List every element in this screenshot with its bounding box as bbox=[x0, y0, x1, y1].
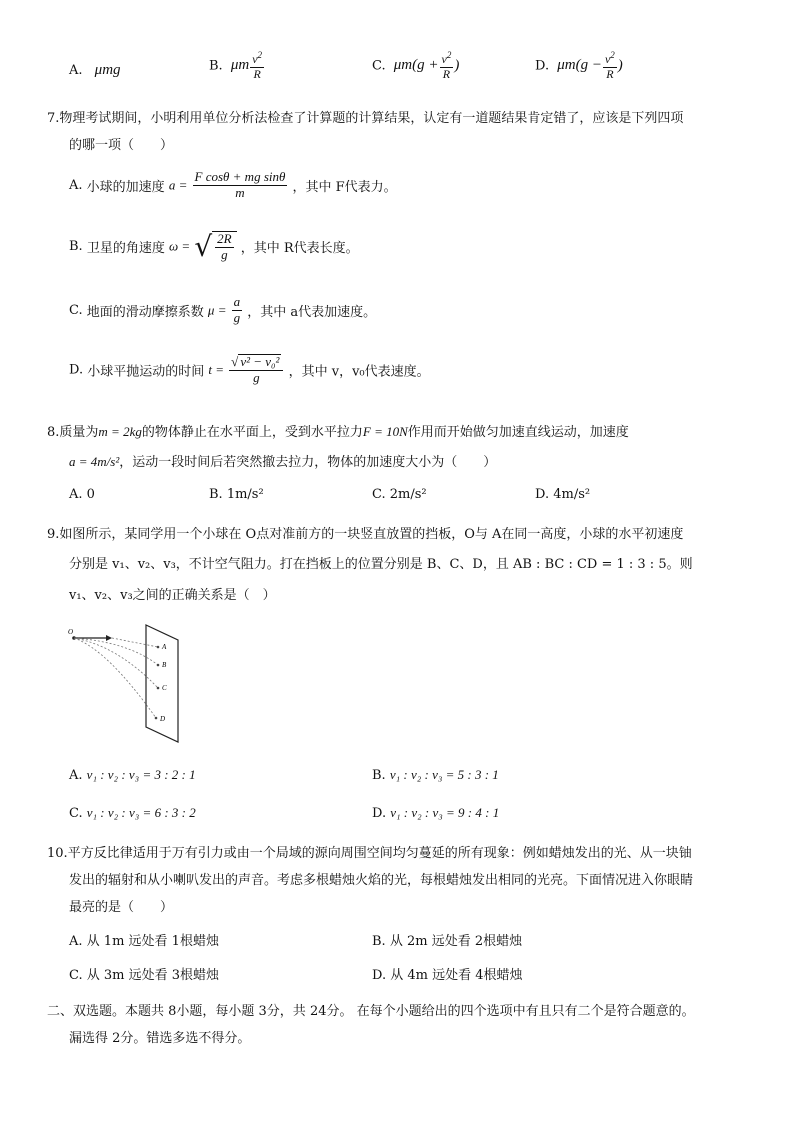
trajectory-d bbox=[74, 638, 156, 718]
q10-option-b: B. 从 2m 远处看 2根蜡烛 bbox=[372, 934, 523, 949]
label-b: B bbox=[162, 661, 167, 669]
q8-option-a: A. 0 bbox=[69, 487, 95, 502]
q6-option-d: D. μm(g − $\frac{v^2}{R}$ ) bbox=[535, 50, 623, 81]
q7-option-a: A. 小球的加速度 a = $\frac{\text{F cosθ + mg sinθ}}{m}$ ，其中 F代表力。 bbox=[69, 169, 397, 200]
q10-option-d: D. 从 4m 远处看 4根蜡烛 bbox=[372, 968, 523, 983]
q9-option-c: C. v₁ : v₂ : v₃ = 6 : 3 : 2 bbox=[69, 805, 196, 821]
label-c: C bbox=[162, 684, 167, 692]
q7-option-d: D. 小球平抛运动的时间 t = $\frac{\text{√ v² − v₀²}}{g}$ ，其中 v，v₀代表速度。 bbox=[69, 354, 430, 385]
q7-stem-line1: 7.物理考试期间，小明利用单位分析法检查了计算题的计算结果，认定有一道题结果肯定错了，应该是下列四项 bbox=[47, 111, 684, 126]
q9-line2: 分别是 v₁、v₂、v₃，不计空气阻力。打在挡板上的位置分别是 B、C、D，且 AB : BC : CD = 1 : 3 : 5。则 bbox=[69, 557, 693, 572]
q10-option-c: C. 从 3m 远处看 3根蜡烛 bbox=[69, 968, 220, 983]
q6-option-a: A. μmg bbox=[69, 62, 121, 78]
q8-option-c: C. 2m/s² bbox=[372, 487, 427, 502]
label-a: A bbox=[162, 643, 167, 651]
q8-line2: a = 4m/s²，运动一段时间后若突然撤去拉力，物体的加速度大小为（ ） bbox=[69, 454, 497, 470]
q6-option-b: B. μm $\frac{v^2}{R}$ bbox=[209, 50, 263, 81]
q9-option-d: D. v₁ : v₂ : v₃ = 9 : 4 : 1 bbox=[372, 805, 500, 821]
q10-line2: 发出的辐射和从小喇叭发出的声音。考虑多根蜡烛火焰的光，每根蜡烛发出相同的光亮。下面情况进入你眼睛 bbox=[69, 873, 694, 888]
q8-option-d: D. 4m/s² bbox=[535, 487, 591, 502]
q8-option-b: B. 1m/s² bbox=[209, 487, 264, 502]
q9-line1: 9.如图所示，某同学用一个小球在 O点对准前方的一块竖直放置的挡板，O与 A在同一高度，小球的水平初速度 bbox=[47, 527, 684, 542]
arrow-head bbox=[106, 635, 112, 641]
q7-option-c: C. 地面的滑动摩擦系数 μ = $\frac{a}{g}$ ，其中 a代表加速度。 bbox=[69, 294, 377, 325]
q10-line3: 最亮的是（ ） bbox=[69, 900, 174, 915]
q6-option-c: C. μm(g + $\frac{v^2}{R}$ ) bbox=[372, 50, 460, 81]
q9-option-b: B. v₁ : v₂ : v₃ = 5 : 3 : 1 bbox=[372, 767, 499, 783]
section2-note: 漏选得 2分。错选多选不得分。 bbox=[69, 1031, 251, 1046]
label-o: O bbox=[68, 628, 74, 636]
q7-option-b: B. 卫星的角速度 ω = √ $\frac{2R}{g}$ ，其中 R代表长度。 bbox=[69, 230, 359, 263]
trajectory-b bbox=[74, 638, 158, 665]
q9-option-a: A. v₁ : v₂ : v₃ = 3 : 2 : 1 bbox=[69, 767, 196, 783]
section2-heading: 二、双选题。本题共 8小题，每小题 3分，共 24分。 在每个小题给出的四个选项中有且只有二个是符合题意的。 bbox=[47, 1004, 695, 1019]
q9-line3: v₁、v₂、v₃之间的正确关系是（ ） bbox=[69, 588, 276, 603]
label-d: D bbox=[160, 715, 166, 723]
q10-line1: 10.平方反比律适用于万有引力或由一个局域的源向周围空间均匀蔓延的所有现象：例如蜡烛发出的光、从一块铀 bbox=[47, 846, 692, 861]
q7-stem-line2: 的哪一项（ ） bbox=[69, 138, 174, 153]
q10-option-a: A. 从 1m 远处看 1根蜡烛 bbox=[69, 934, 219, 949]
trajectory-c bbox=[74, 638, 158, 688]
q8-line1: 8.质量为m = 2kg的物体静止在水平面上，受到水平拉力F = 10N作用而开始做匀加速直线运动，加速度 bbox=[47, 424, 629, 440]
q9-figure bbox=[68, 620, 188, 744]
